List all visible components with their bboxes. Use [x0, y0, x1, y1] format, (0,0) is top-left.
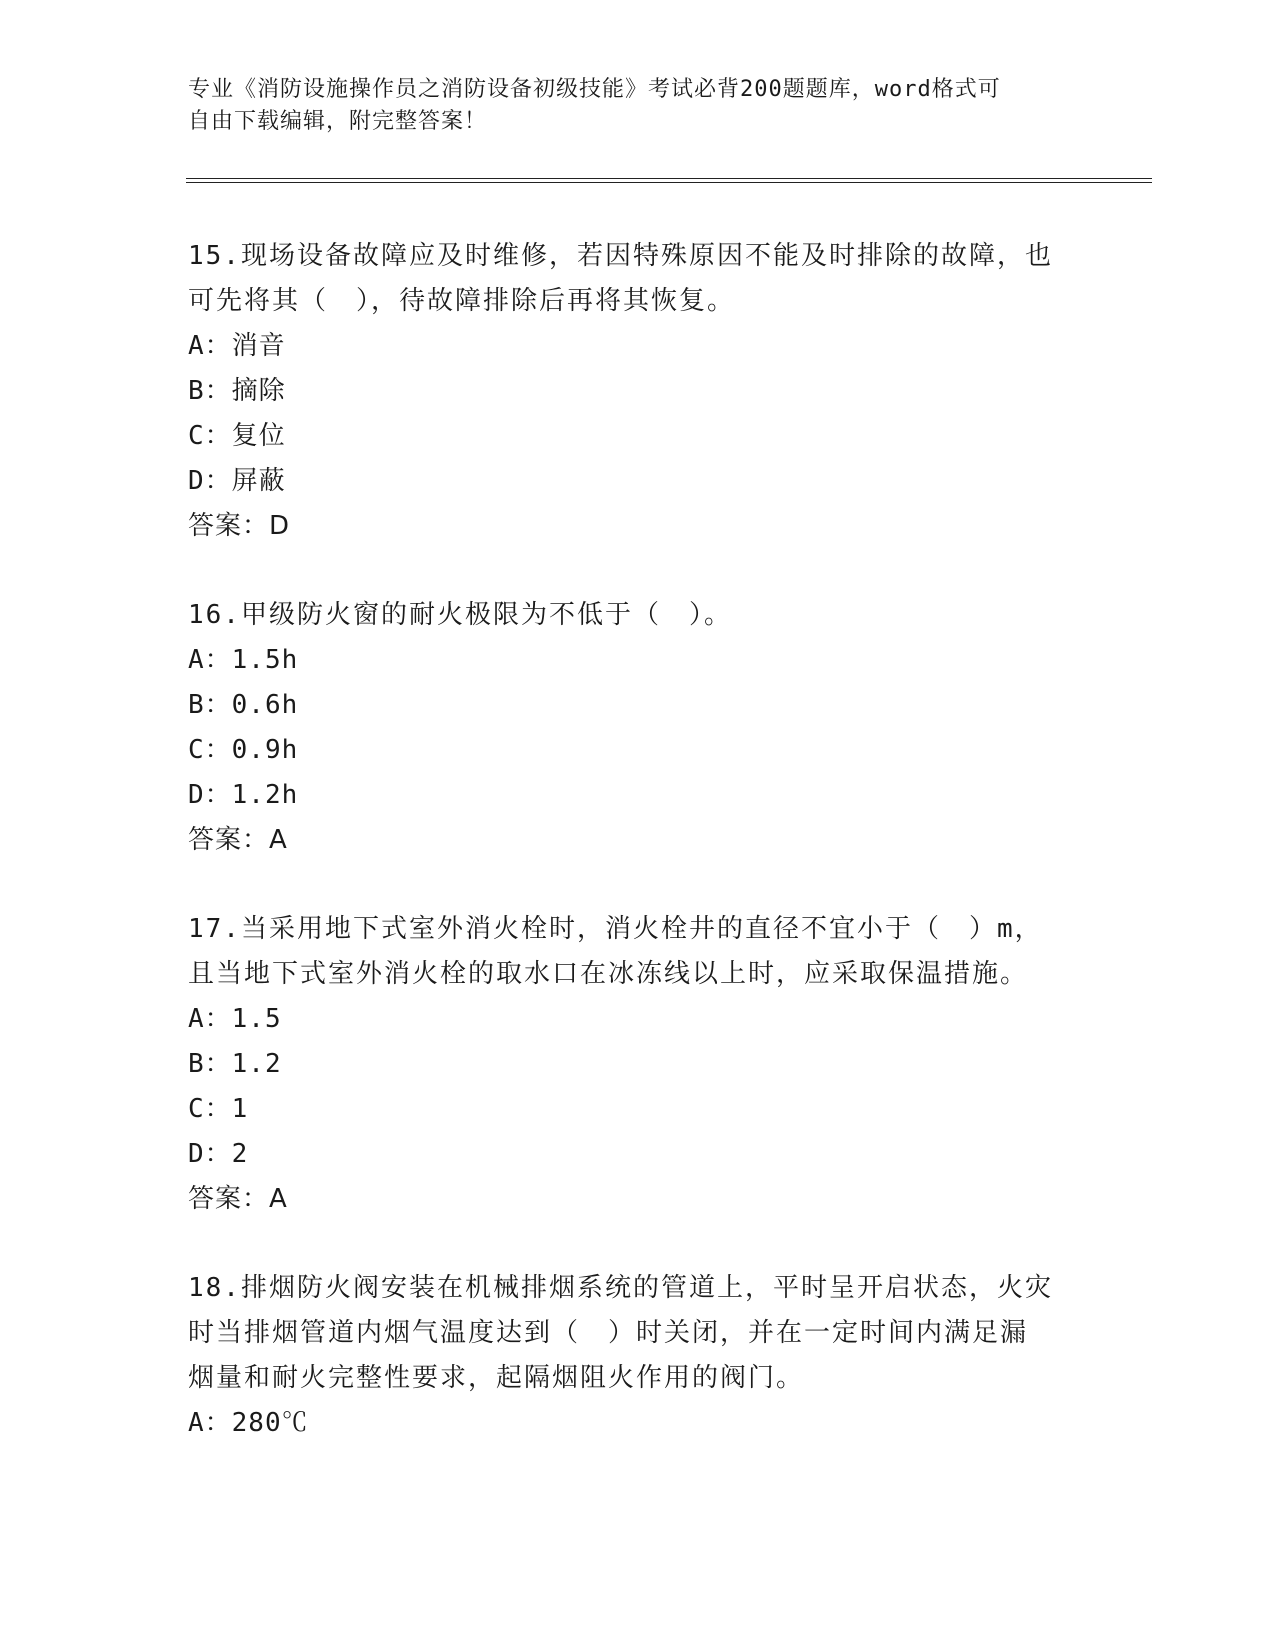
question-17 [188, 907, 1088, 1222]
question-stem-line: 烟量和耐火完整性要求，起隔烟阻火作用的阀门。 [188, 1363, 805, 1393]
answer-line: 答案：D [188, 511, 291, 541]
question-stem-line: 时当排烟管道内烟气温度达到（ ）时关闭，并在一定时间内满足漏 [188, 1318, 1029, 1348]
option-a: A：消音 [188, 331, 286, 361]
option-c: C：复位 [188, 421, 286, 451]
option-d: D：屏蔽 [188, 466, 286, 496]
question-stem-line: 15.现场设备故障应及时维修，若因特殊原因不能及时排除的故障，也 [188, 241, 1053, 271]
question-stem-line: 18.排烟防火阀安装在机械排烟系统的管道上，平时呈开启状态，火灾 [188, 1273, 1053, 1303]
option-d: D：2 [188, 1139, 249, 1169]
question-stem-line: 17.当采用地下式室外消火栓时，消火栓井的直径不宜小于（ ）m， [188, 914, 1043, 944]
header-line-2: 自由下载编辑，附完整答案！ [188, 109, 488, 134]
option-b: B：0.6h [188, 690, 299, 720]
question-stem-line: 且当地下式室外消火栓的取水口在冰冻线以上时，应采取保温措施。 [188, 959, 1029, 989]
question-stem-line: 可先将其（ ），待故障排除后再将其恢复。 [188, 286, 736, 316]
option-c: C：1 [188, 1094, 249, 1124]
header-divider-bottom [186, 182, 1152, 183]
option-a: A：1.5h [188, 645, 299, 675]
option-c: C：0.9h [188, 735, 299, 765]
question-15 [188, 234, 1088, 549]
answer-line: 答案：A [188, 1184, 288, 1214]
option-d: D：1.2h [188, 780, 299, 810]
header-divider-top [186, 178, 1152, 179]
document-header [188, 74, 1068, 138]
question-16 [188, 593, 1088, 863]
question-18 [188, 1266, 1088, 1446]
question-list [188, 234, 1088, 1490]
option-a: A：1.5 [188, 1004, 282, 1034]
option-b: B：1.2 [188, 1049, 282, 1079]
answer-line: 答案：A [188, 825, 288, 855]
option-a: A：280℃ [188, 1408, 309, 1438]
question-stem-line: 16.甲级防火窗的耐火极限为不低于（ ）。 [188, 600, 732, 630]
header-line-1: 专业《消防设施操作员之消防设备初级技能》考试必背200题题库，word格式可 [188, 77, 1001, 102]
option-b: B：摘除 [188, 376, 286, 406]
